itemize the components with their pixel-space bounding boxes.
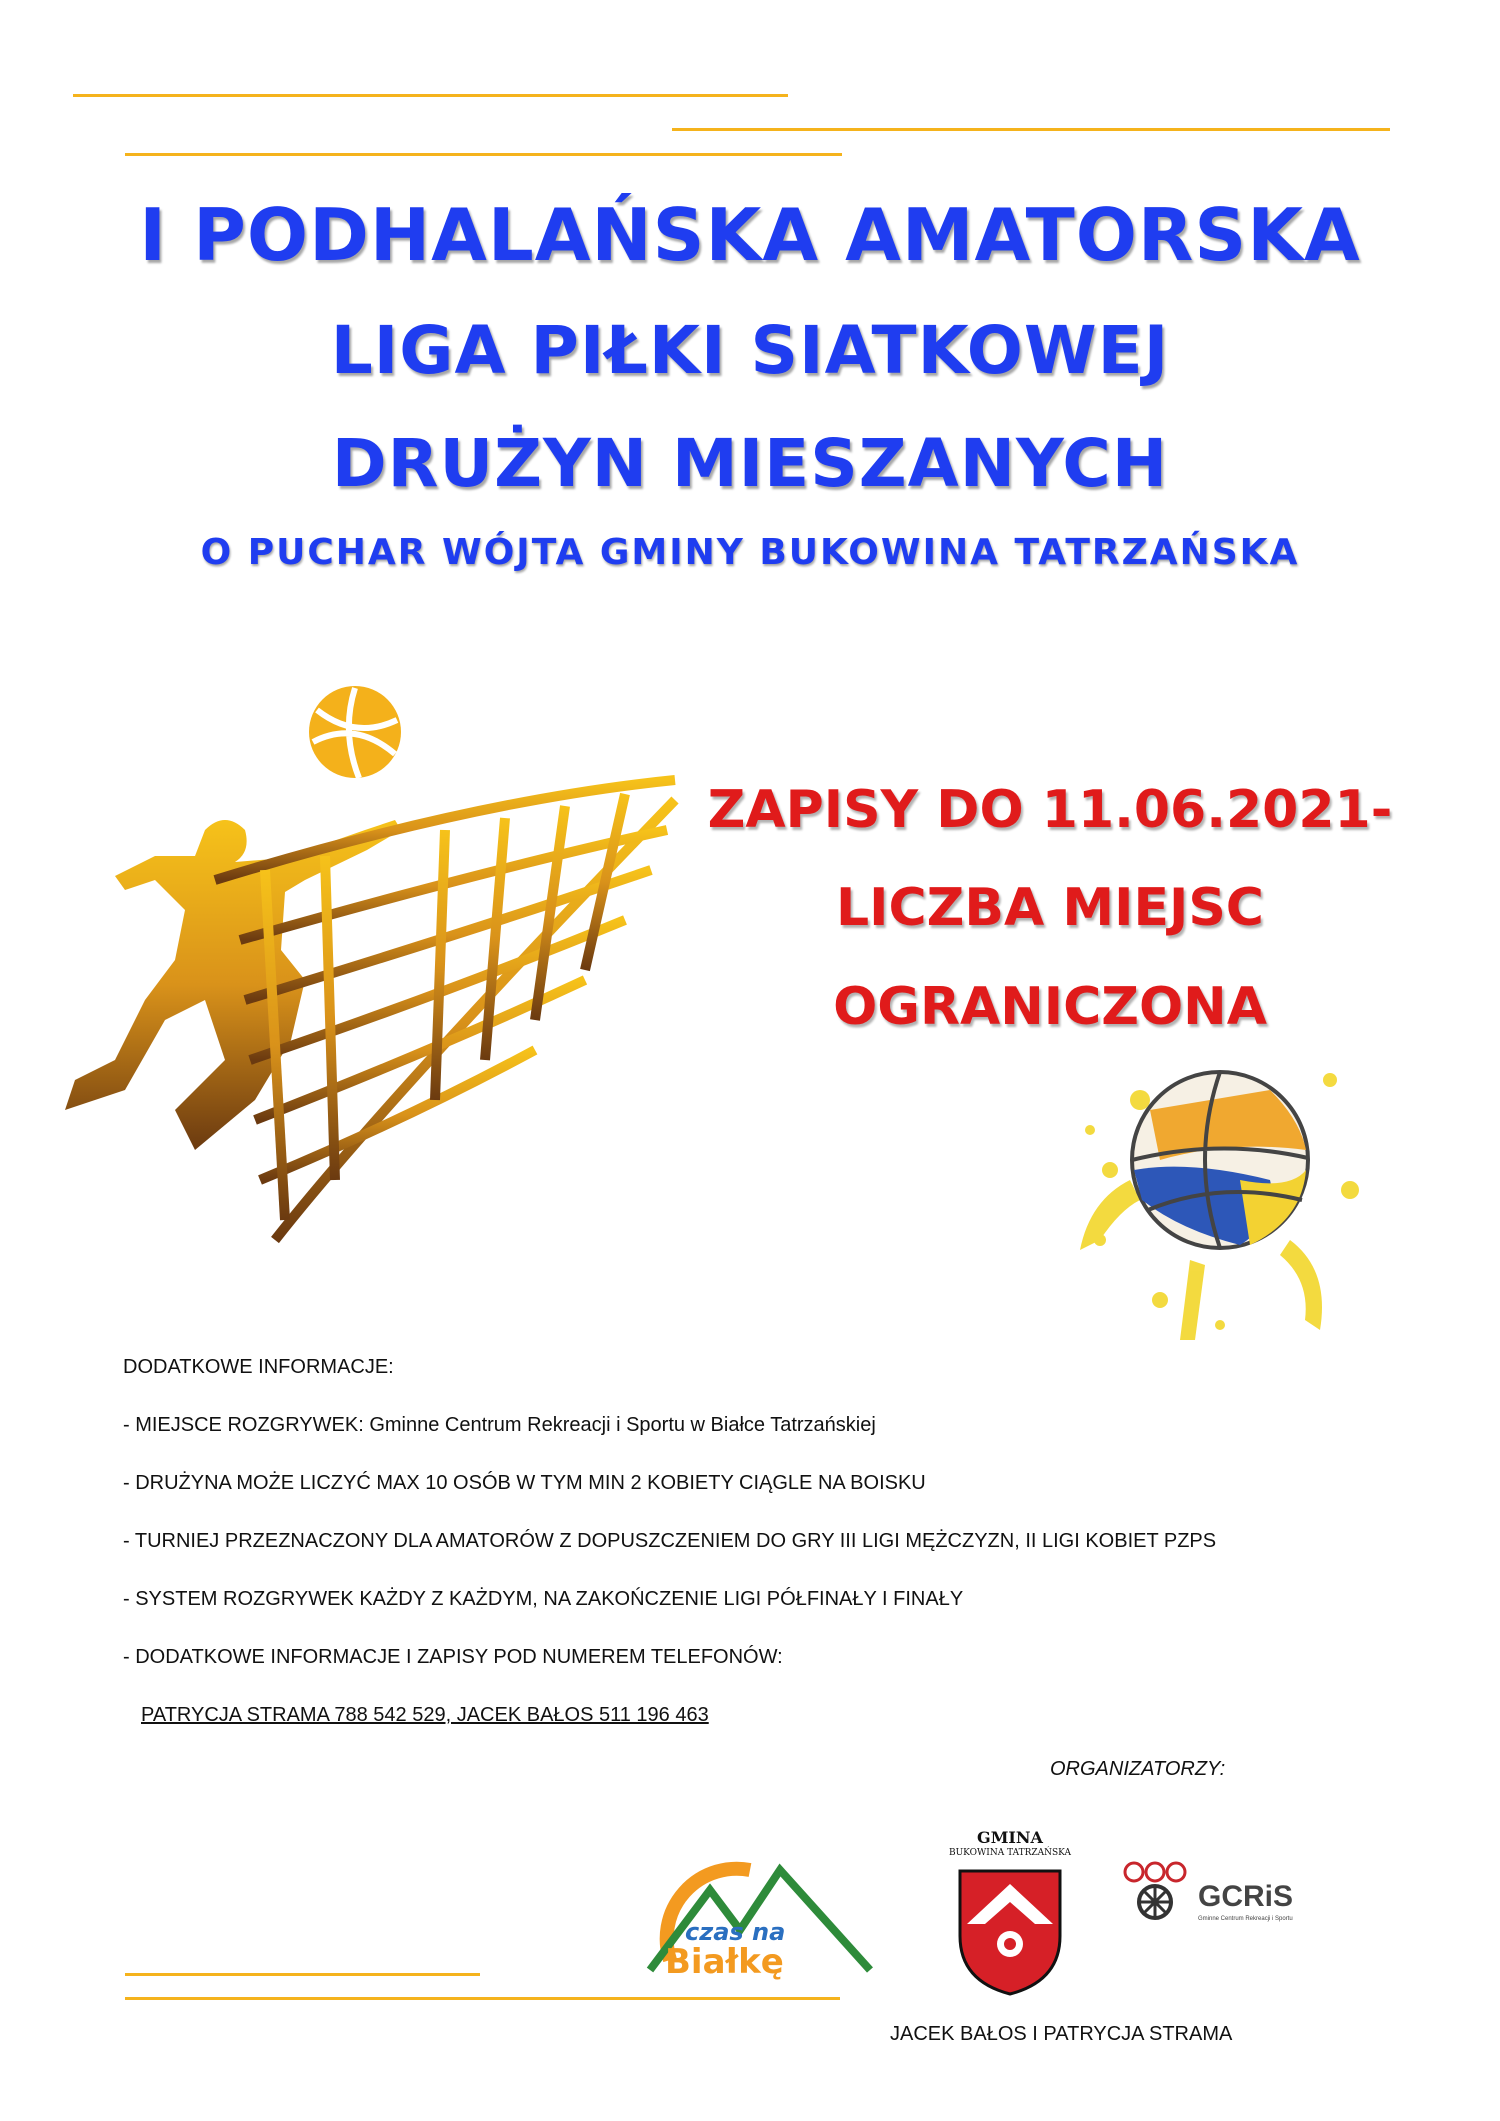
title-line-2: LIGA PIŁKI SIATKOWEJ: [330, 312, 1170, 389]
title-line-1: I PODHALAŃSKA AMATORSKA: [139, 193, 1361, 277]
czas-na-bialke-logo: [630, 1850, 890, 2000]
organizers-label: ORGANIZATORZY:: [1050, 1758, 1226, 1780]
bottom-rule-1: [125, 1973, 480, 1976]
info-item: - TURNIEJ PRZEZNACZONY DLA AMATORÓW Z DOPUSZCZENIEM DO GRY III LIGI MĘŻCZYZN, II LIGI KOBIET PZPS: [123, 1530, 1217, 1552]
top-rule-1: [73, 94, 788, 97]
top-rule-3: [125, 153, 842, 156]
info-heading: DODATKOWE INFORMACJE:: [123, 1356, 394, 1378]
gcris-emblem-icon: [1120, 1860, 1190, 1930]
info-item: - DODATKOWE INFORMACJE I ZAPISY POD NUMEREM TELEFONÓW:: [123, 1646, 783, 1668]
info-section: [123, 1356, 1323, 1736]
czas-logo-line2: Białkę: [665, 1942, 784, 1982]
info-item: - DRUŻYNA MOŻE LICZYĆ MAX 10 OSÓB W TYM MIN 2 KOBIETY CIĄGLE NA BOISKU: [123, 1472, 926, 1494]
splash-volleyball-icon: [1070, 1040, 1370, 1340]
gcris-tagline: Gminne Centrum Rekreacji i Sportu: [1198, 1916, 1293, 1922]
volleyball-ball-icon: [309, 686, 401, 778]
announcement-line-3: OGRANICZONA: [833, 977, 1267, 1037]
gmina-logo-line1: GMINA: [977, 1828, 1043, 1847]
contact-phones: PATRYCJA STRAMA 788 542 529, JACEK BAŁOS 511 196 463: [141, 1704, 709, 1726]
czas-logo-line1: czas na: [685, 1918, 786, 1946]
announcement-line-1: ZAPISY DO 11.06.2021-: [707, 780, 1393, 840]
volleyball-illustration: [55, 680, 755, 1280]
title-line-3: DRUŻYN MIESZANYCH: [331, 425, 1169, 502]
info-item: - MIEJSCE ROZGRYWEK: Gminne Centrum Rekreacji i Sportu w Białce Tatrzańskiej: [123, 1414, 876, 1436]
coat-of-arms-icon: [955, 1866, 1065, 1996]
top-rule-2: [672, 128, 1390, 131]
gcris-logo: [1120, 1860, 1320, 1940]
gmina-logo-line2: BUKOWINA TATRZAŃSKA: [948, 1848, 1072, 1858]
announcement-line-2: LICZBA MIEJSC: [836, 878, 1264, 938]
gmina-bukowina-logo: [940, 1828, 1080, 1998]
footer-names: JACEK BAŁOS I PATRYCJA STRAMA: [890, 2023, 1233, 2045]
gcris-name: GCRiS: [1198, 1880, 1294, 1913]
info-item: - SYSTEM ROZGRYWEK KAŻDY Z KAŻDYM, NA ZAKOŃCZENIE LIGI PÓŁFINAŁY I FINAŁY: [123, 1588, 964, 1610]
subtitle: O PUCHAR WÓJTA GMINY BUKOWINA TATRZAŃSKA: [200, 532, 1300, 573]
